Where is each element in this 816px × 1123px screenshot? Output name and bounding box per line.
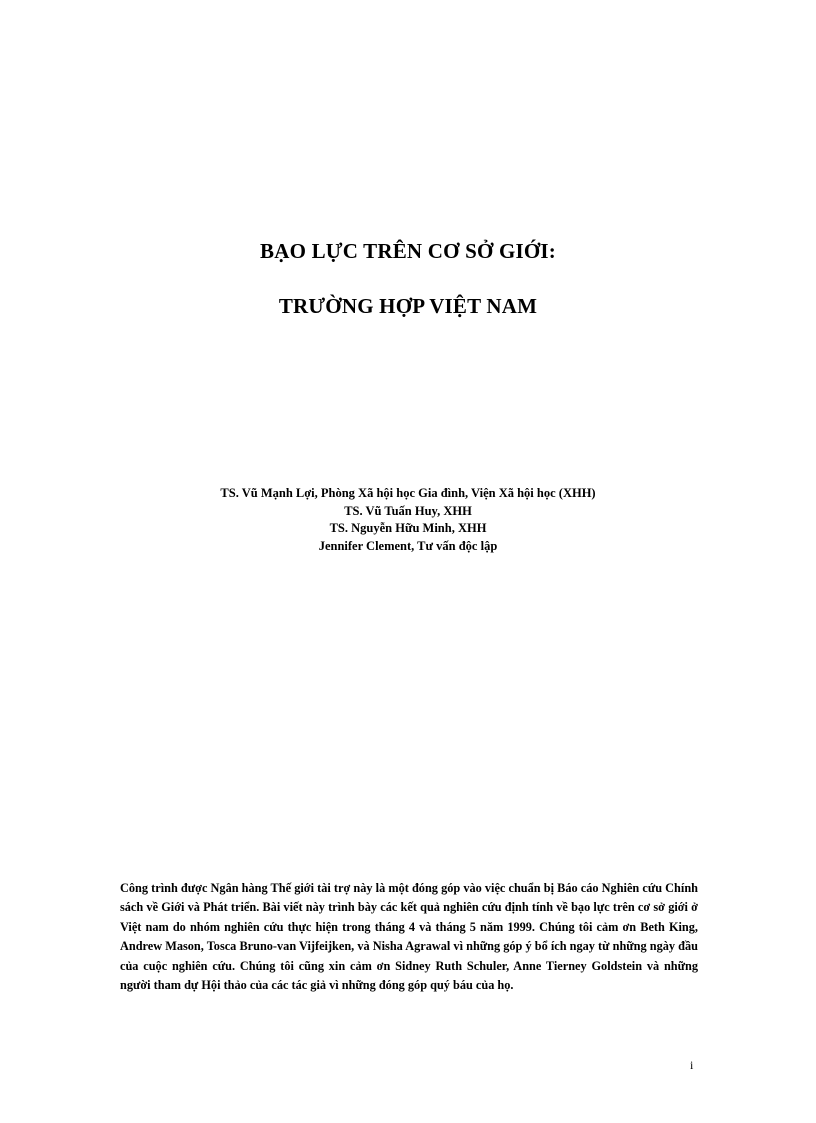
author-line: TS. Vũ Tuấn Huy, XHH xyxy=(344,503,472,518)
author-list xyxy=(0,485,816,555)
author-line: TS. Nguyễn Hữu Minh, XHH xyxy=(329,521,487,535)
author-line: TS. Vũ Mạnh Lợi, Phòng Xã hội học Gia đình, Viện Xã hội học (XHH) xyxy=(220,486,596,500)
page-number: i xyxy=(690,1058,694,1072)
acknowledgement-paragraph: Công trình được Ngân hàng Thế giới tài trợ này là một đóng góp vào việc chuẩn bị Báo cáo Nghiên cứu Chính sách về Giới và Phát triển. Bài viết này trình bày các kết quả nghiên cứu định tính về bạo lực trên cơ sở giới ở Việt nam do nhóm nghiên cứu thực hiện trong tháng 4 và tháng 5 năm 1999. Chúng tôi cảm ơn Beth King, Andrew Mason, Tosca Bruno-van Vijfeijken, và Nisha Agrawal vì những góp ý bổ ích ngay từ những ngày đầu của cuộc nghiên cứu. Chúng tôi cũng xin cảm ơn Sidney Ruth Schuler, Anne Tierney Goldstein và những người tham dự Hội thảo của các tác giả vì những đóng góp quý báu của họ. xyxy=(120,881,698,993)
title-line-2: TRƯỜNG HỢP VIỆT NAM xyxy=(278,294,538,318)
author-line: Jennifer Clement, Tư vấn độc lập xyxy=(318,538,498,553)
title-line-1: BẠO LỰC TRÊN CƠ SỞ GIỚI: xyxy=(260,239,556,263)
